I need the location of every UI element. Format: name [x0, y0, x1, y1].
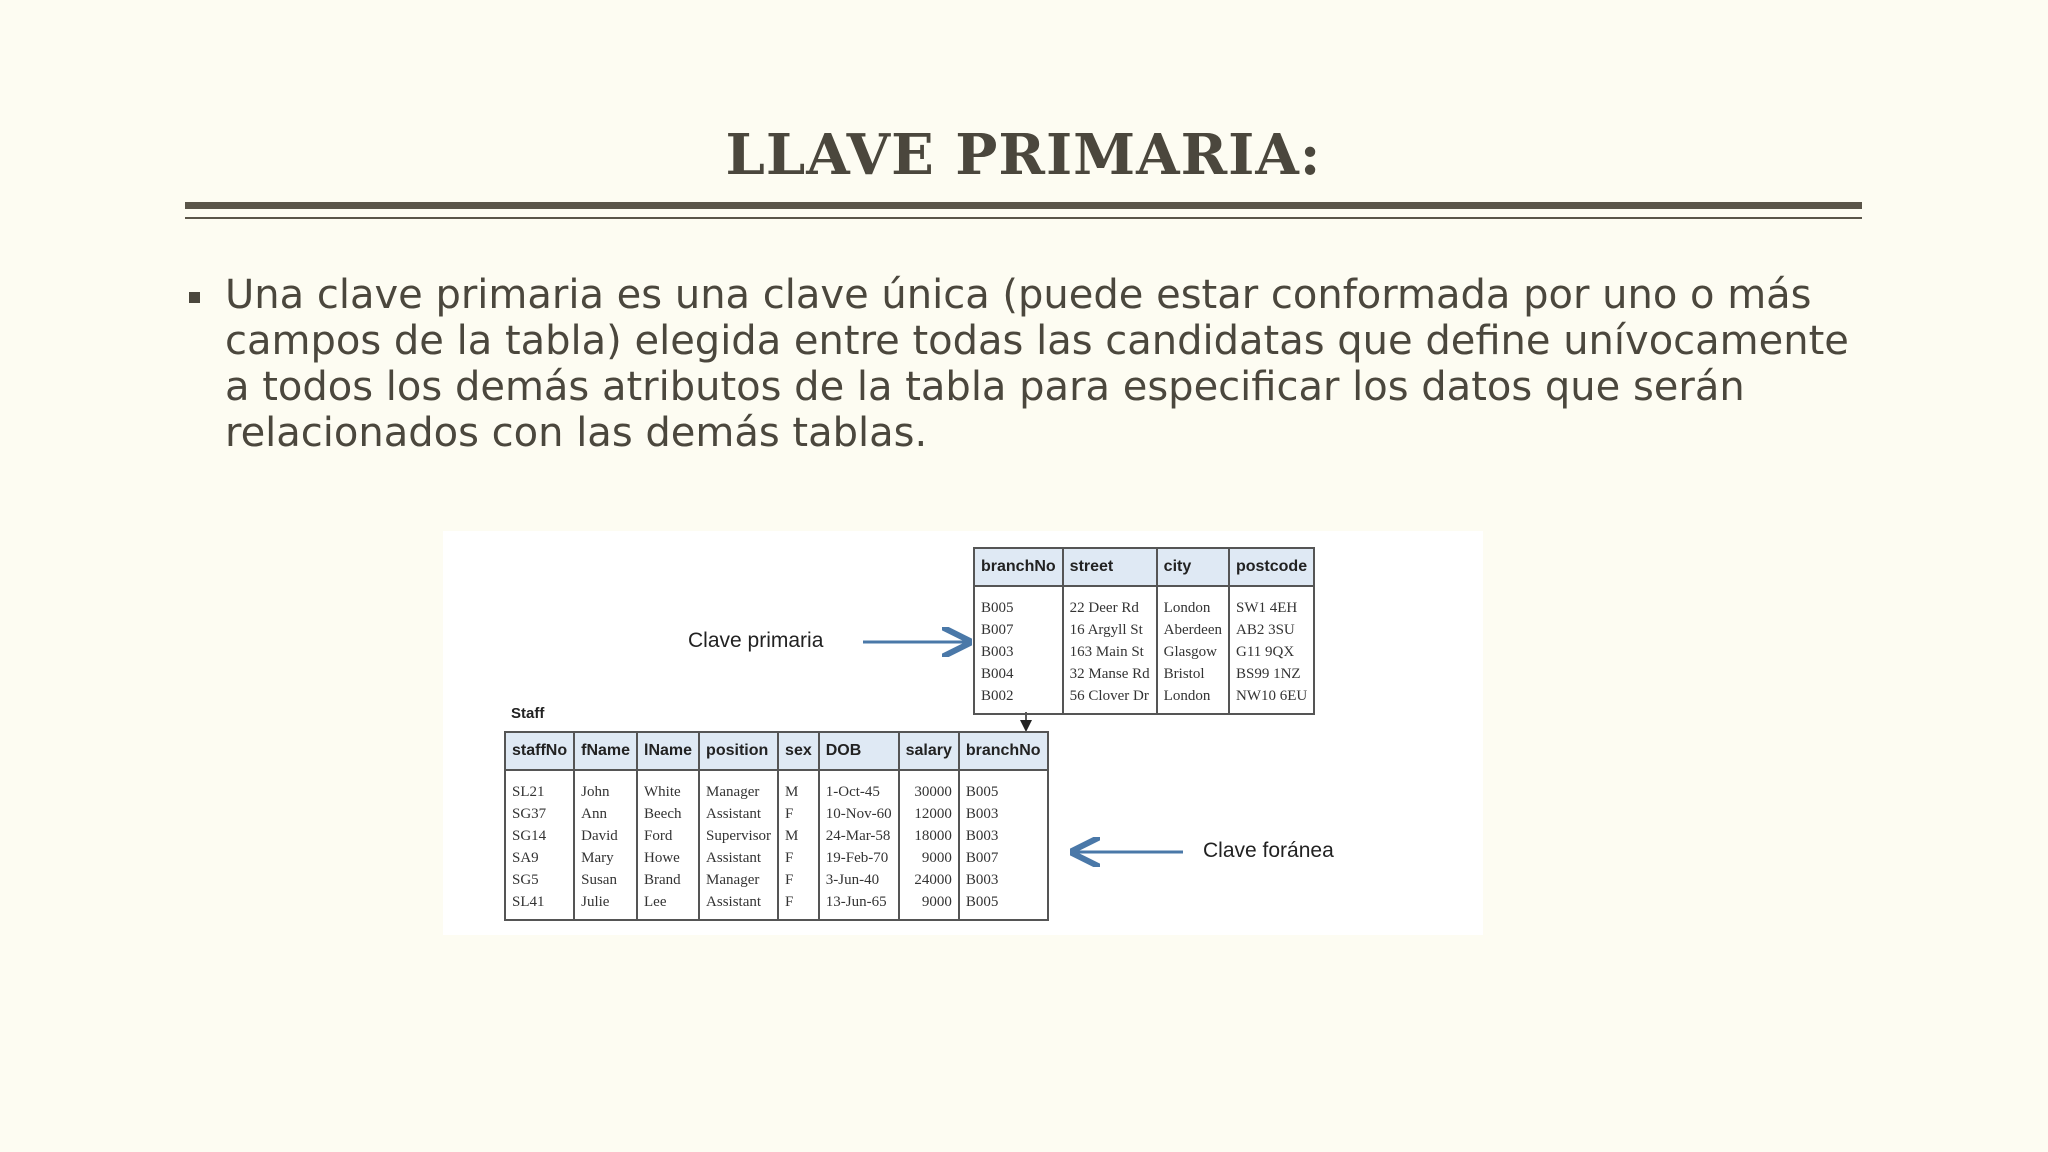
branch-cell: B002	[981, 688, 1014, 704]
staff-cell: B003	[965, 872, 999, 888]
branch-column-city	[1157, 586, 1229, 714]
staff-column-branchno	[959, 770, 1048, 920]
staff-cell: Manager	[706, 872, 760, 888]
foreign-key-label: Clave foránea	[1203, 839, 1334, 862]
branch-header-branchno: branchNo	[974, 548, 1063, 586]
branch-cell: B004	[981, 666, 1014, 682]
staff-cell: Susan	[581, 872, 617, 888]
staff-cell: B005	[965, 784, 999, 800]
branch-cell: Bristol	[1163, 666, 1205, 682]
staff-cell: Supervisor	[706, 828, 772, 844]
title-divider-thick	[185, 202, 1862, 209]
staff-table-title: Staff	[511, 705, 545, 722]
staff-cell: B005	[965, 894, 999, 910]
staff-cell: Assistant	[706, 806, 762, 822]
staff-cell: 24-Mar-58	[825, 828, 891, 844]
staff-cell: SL41	[512, 894, 545, 910]
staff-cell: Brand	[644, 872, 681, 888]
branch-cell: BS99 1NZ	[1235, 666, 1301, 682]
staff-cell: 30000	[914, 784, 952, 800]
staff-cell: M	[785, 828, 799, 844]
staff-column-staffno	[505, 770, 574, 920]
branch-cell: 32 Manse Rd	[1069, 666, 1150, 682]
staff-column-lname	[637, 770, 699, 920]
branch-cell: NW10 6EU	[1235, 688, 1308, 704]
staff-cell: Lee	[644, 894, 667, 910]
staff-cell: F	[785, 806, 794, 822]
staff-cell: F	[785, 850, 794, 866]
branch-cell: 16 Argyll St	[1069, 622, 1143, 638]
branch-cell: Glasgow	[1163, 644, 1217, 660]
staff-cell: Mary	[581, 850, 614, 866]
primary-foreign-key-figure	[443, 531, 1483, 935]
staff-column-dob	[819, 770, 899, 920]
primary-key-label: Clave primaria	[688, 629, 824, 652]
branch-column-street	[1063, 586, 1157, 714]
staff-column-fname	[574, 770, 637, 920]
staff-cell: John	[581, 784, 610, 800]
staff-cell: F	[785, 872, 794, 888]
staff-cell: White	[644, 784, 681, 800]
staff-cell: 3-Jun-40	[825, 872, 880, 888]
branch-column-branchno	[974, 586, 1063, 714]
staff-cell: Ann	[581, 806, 607, 822]
staff-cell: Howe	[644, 850, 680, 866]
staff-cell: 19-Feb-70	[825, 850, 889, 866]
staff-cell: F	[785, 894, 794, 910]
staff-cell: B003	[965, 828, 999, 844]
staff-cell: Assistant	[706, 850, 762, 866]
branch-cell: B005	[981, 600, 1014, 616]
staff-cell: SA9	[512, 850, 539, 866]
branch-header-postcode: postcode	[1229, 548, 1314, 586]
staff-cell: Julie	[581, 894, 610, 910]
branch-cell: G11 9QX	[1235, 644, 1295, 660]
staff-header-fname: fName	[574, 732, 637, 770]
branch-cell: 56 Clover Dr	[1069, 688, 1149, 704]
staff-header-branchno: branchNo	[959, 732, 1048, 770]
branch-header-street: street	[1063, 548, 1157, 586]
staff-cell: Ford	[644, 828, 673, 844]
staff-cell: Beech	[644, 806, 682, 822]
staff-cell: 24000	[914, 872, 952, 888]
staff-cell: B007	[965, 850, 999, 866]
staff-cell: SG14	[512, 828, 547, 844]
staff-header-dob: DOB	[819, 732, 899, 770]
staff-cell: 10-Nov-60	[825, 806, 892, 822]
staff-cell: B003	[965, 806, 999, 822]
staff-cell: SG5	[512, 872, 539, 888]
staff-table	[504, 731, 1049, 921]
staff-header-position: position	[699, 732, 778, 770]
staff-header-salary: salary	[899, 732, 959, 770]
branch-cell: 163 Main St	[1069, 644, 1144, 660]
title-divider-thin	[185, 217, 1862, 219]
staff-cell: 9000	[921, 850, 952, 866]
staff-column-sex	[778, 770, 819, 920]
branch-cell: SW1 4EH	[1235, 600, 1298, 616]
staff-header-lname: lName	[637, 732, 699, 770]
staff-column-salary	[899, 770, 959, 920]
bullet-square-icon	[189, 292, 200, 303]
staff-header-staffno: staffNo	[505, 732, 574, 770]
staff-cell: Manager	[706, 784, 760, 800]
branch-cell: B007	[981, 622, 1014, 638]
staff-cell: 9000	[921, 894, 952, 910]
branch-column-postcode	[1229, 586, 1314, 714]
branch-cell: 22 Deer Rd	[1069, 600, 1139, 616]
staff-cell: David	[581, 828, 618, 844]
slide-title: LLAVE PRIMARIA:	[725, 122, 1322, 188]
branch-cell: B003	[981, 644, 1014, 660]
branch-table	[973, 547, 1315, 715]
branch-cell: London	[1163, 688, 1211, 704]
staff-cell: M	[785, 784, 799, 800]
staff-cell: SL21	[512, 784, 545, 800]
staff-cell: 1-Oct-45	[825, 784, 880, 800]
branch-cell: AB2 3SU	[1235, 622, 1295, 638]
staff-column-position	[699, 770, 778, 920]
branch-cell: Aberdeen	[1163, 622, 1222, 638]
staff-header-sex: sex	[778, 732, 819, 770]
staff-cell: 13-Jun-65	[825, 894, 887, 910]
staff-cell: Assistant	[706, 894, 762, 910]
bullet-item	[185, 272, 1855, 456]
staff-cell: SG37	[512, 806, 547, 822]
staff-cell: 18000	[914, 828, 952, 844]
bullet-text: Una clave primaria es una clave única (puede estar conformada por uno o más campos de la tabla) elegida entre todas las candidatas que define unívocamente a todos los demás atributos de la tabla para especificar los datos que serán relacionados con las demás tablas.	[225, 272, 1849, 456]
branch-cell: London	[1163, 600, 1211, 616]
staff-cell: 12000	[914, 806, 952, 822]
branch-header-city: city	[1157, 548, 1229, 586]
